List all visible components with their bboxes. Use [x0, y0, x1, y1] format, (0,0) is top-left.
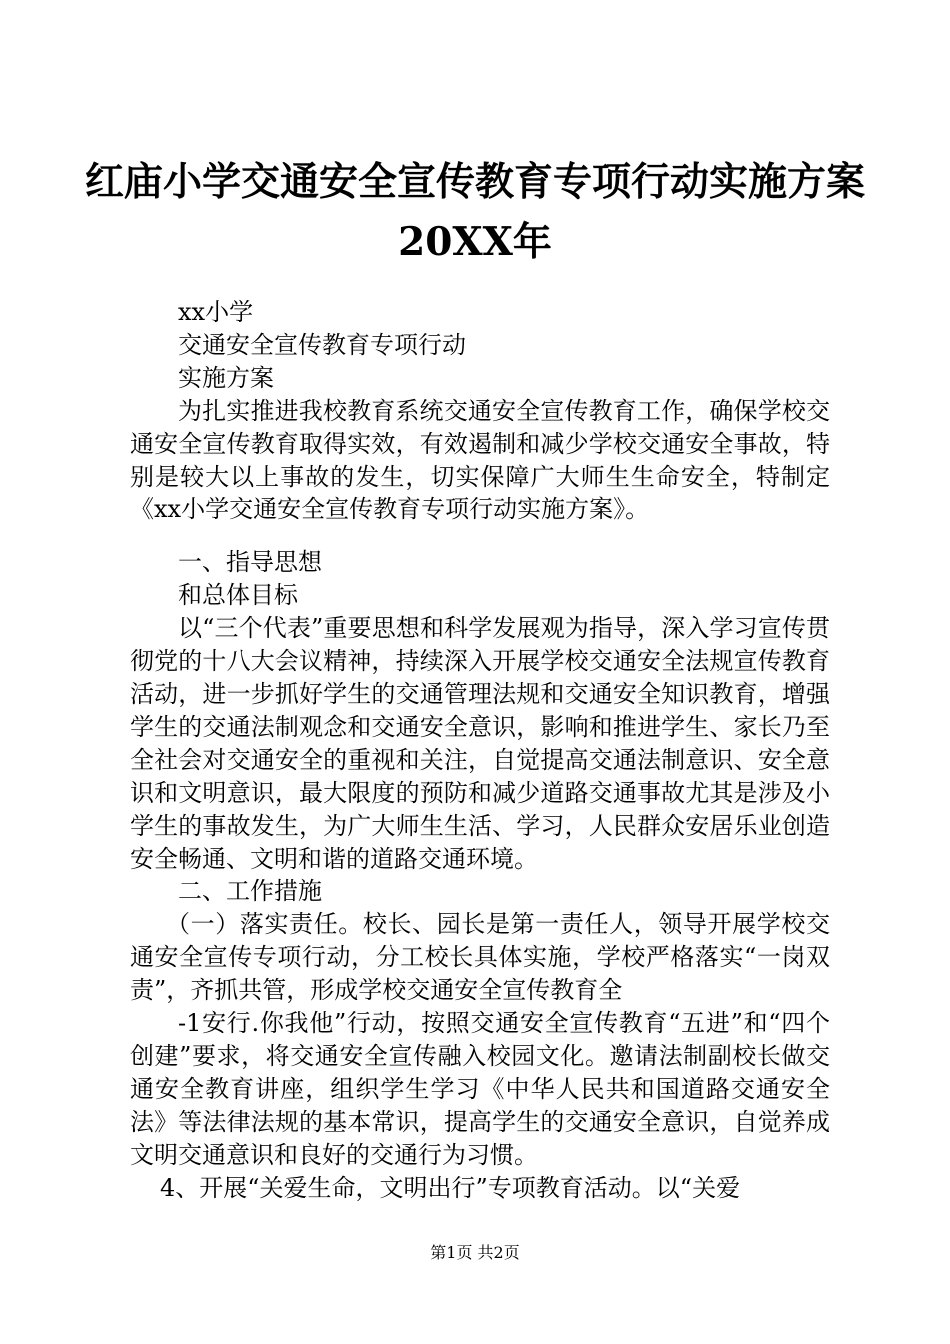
section-heading: 和总体目标 [178, 581, 298, 610]
page-footer: 第1页 共2页 [430, 1243, 520, 1262]
section-heading: 二、工作措施 [178, 877, 322, 906]
subtitle-line: 实施方案 [178, 363, 274, 392]
intro-paragraph: 为扎实推进我校教育系统交通安全宣传教育工作，确保学校交通安全宣传教育取得实效，有效遏制和减少学校交通安全事故，特别是较大以上事故的发生，切实保障广大师生生命安全，特制定《xx小学交通安全宣传教育专项行动实施方案》。 [130, 396, 830, 524]
body-paragraph: 以“三个代表”重要思想和科学发展观为指导，深入学习宣传贯彻党的十八大会议精神，持续深入开展学校交通安全法规宣传教育活动，进一步抓好学生的交通管理法规和交通安全知识教育，增强学生的交通法制观念和交通安全意识，影响和推进学生、家长乃至全社会对交通安全的重视和关注，自觉提高交通法制意识、安全意识和文明意识，最大限度的预防和减少道路交通事故尤其是涉及小学生的事故发生，为广大师生生活、学习，人民群众安居乐业创造安全畅通、文明和谐的道路交通环境。 [130, 614, 830, 873]
school-name: xx小学 [178, 298, 254, 326]
subtitle-line: 交通安全宣传教育专项行动 [178, 330, 466, 359]
document-title-year: 20XX年 [398, 219, 552, 265]
section-heading: 一、指导思想 [178, 548, 322, 577]
body-paragraph: -1安行.你我他”行动，按照交通安全宣传教育“五进”和“四个创建”要求，将交通安全宣传融入校园文化。邀请法制副校长做交通安全教育讲座，组织学生学习《中华人民共和国道路交通安全法》等法律法规的基本常识，提高学生的交通安全意识，自觉养成文明交通意识和良好的交通行为习惯。 [130, 1009, 830, 1169]
body-paragraph: 4、开展“关爱生命，文明出行”专项教育活动。以“关爱 [160, 1173, 741, 1202]
body-paragraph: （一）落实责任。校长、园长是第一责任人，领导开展学校交通安全宣传专项行动，分工校长具体实施，学校严格落实“一岗双责”，齐抓共管，形成学校交通安全宣传教育全 [130, 910, 830, 1005]
document-body [130, 296, 830, 1204]
document-title: 红庙小学交通安全宣传教育专项行动实施方案 [84, 159, 865, 205]
